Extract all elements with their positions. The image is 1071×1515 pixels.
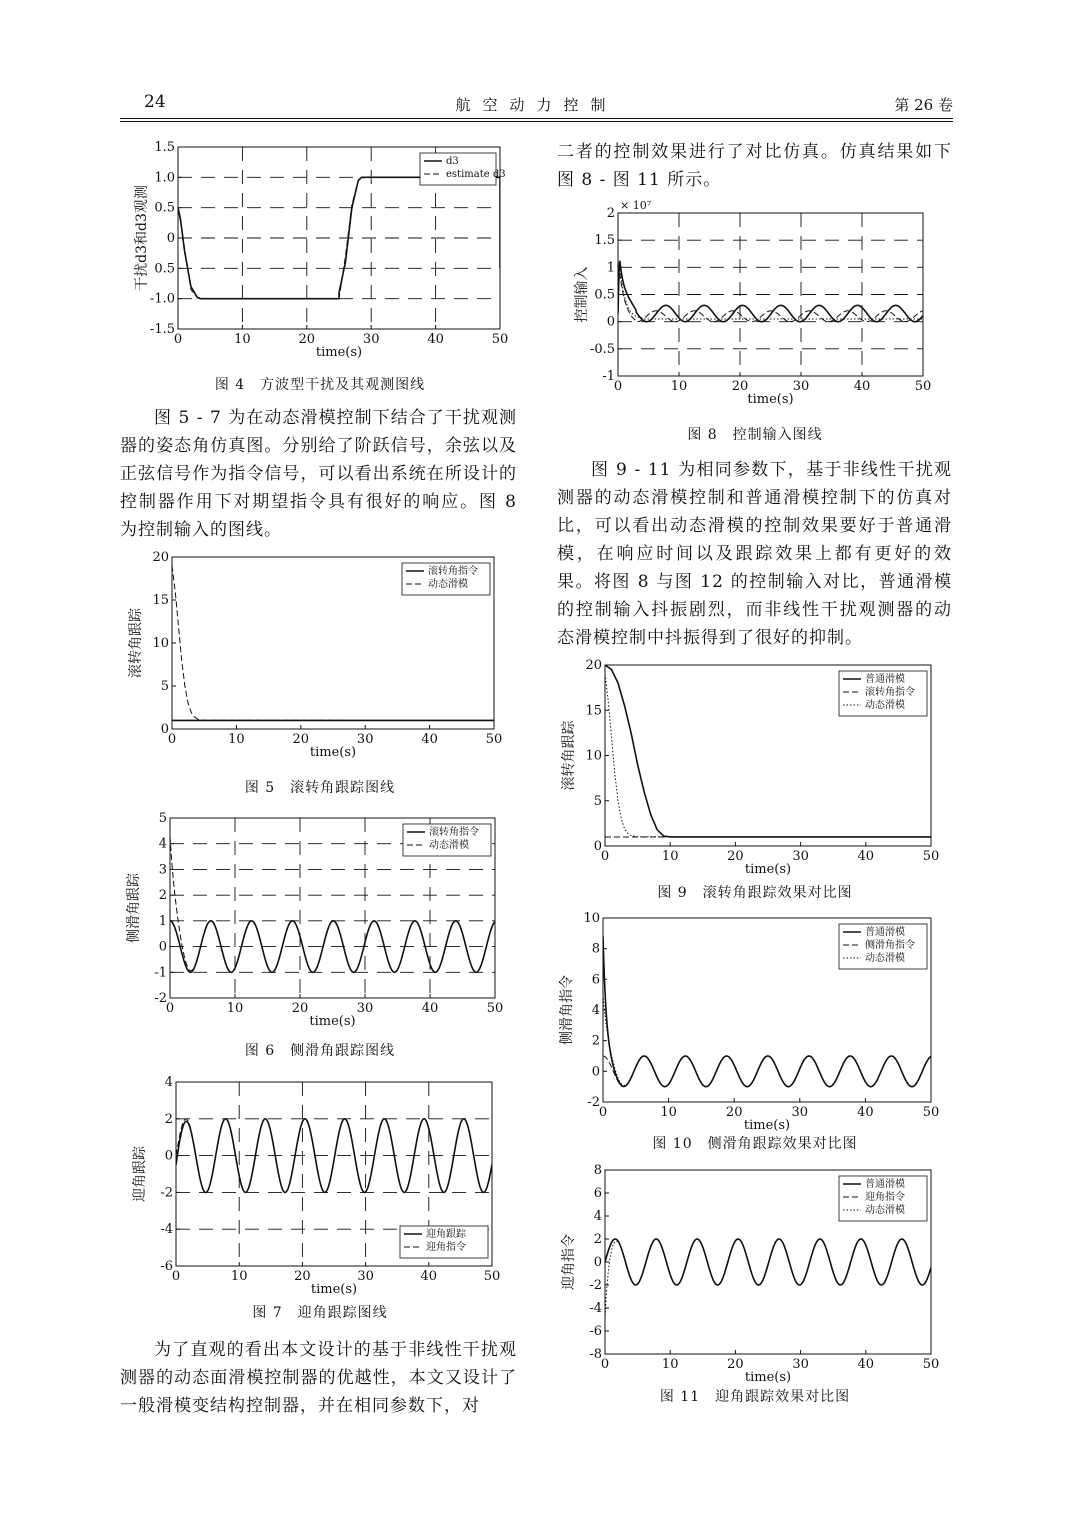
x-tick-label: 50 bbox=[922, 1357, 940, 1372]
y-axis-label: 干扰d3和d3观测 bbox=[134, 185, 150, 291]
y-axis-label: 滚转角跟踪 bbox=[561, 720, 577, 791]
x-tick-label: 40 bbox=[857, 1105, 874, 1120]
x-axis-label: time(s) bbox=[310, 1282, 358, 1297]
x-tick-label: 30 bbox=[356, 732, 374, 747]
figure-8-caption: 图 8 控制输入图线 bbox=[687, 427, 823, 443]
y-tick-label: 8 bbox=[593, 1163, 602, 1178]
x-tick-label: 10 bbox=[661, 849, 679, 864]
y-tick-label: 4 bbox=[164, 1075, 173, 1090]
y-tick-label: 0.5 bbox=[154, 261, 175, 277]
y-tick-label: 15 bbox=[585, 703, 602, 719]
series-line bbox=[605, 1239, 931, 1320]
y-axis-label: 滚转角跟踪 bbox=[128, 608, 144, 678]
x-axis-label: time(s) bbox=[309, 1014, 356, 1029]
legend-label: 动态滑模 bbox=[429, 840, 469, 851]
figure-11-chart bbox=[555, 1162, 955, 1384]
axis-multiplier: × 10⁷ bbox=[620, 199, 652, 212]
figure-4-caption: 图 4 方波型干扰及其观测图线 bbox=[214, 377, 426, 393]
x-tick-label: 10 bbox=[670, 379, 688, 394]
page-number: 24 bbox=[144, 92, 166, 112]
x-tick-label: 20 bbox=[291, 1001, 309, 1016]
y-tick-label: 0 bbox=[593, 839, 602, 854]
x-tick-label: 20 bbox=[292, 732, 310, 747]
y-tick-label: 6 bbox=[593, 1186, 602, 1201]
y-tick-label: -1 bbox=[154, 965, 167, 981]
y-tick-label: 1.0 bbox=[154, 170, 175, 186]
x-tick-label: 20 bbox=[294, 1269, 311, 1284]
x-tick-label: 40 bbox=[853, 379, 871, 394]
series-line bbox=[603, 995, 931, 1087]
x-tick-label: 20 bbox=[731, 379, 749, 394]
right-paragraph-1: 二者的控制效果进行了对比仿真。仿真结果如下图 8 - 图 11 所示。 bbox=[557, 142, 952, 190]
x-tick-label: 40 bbox=[420, 1269, 438, 1284]
x-axis-label: time(s) bbox=[744, 862, 792, 877]
running-header bbox=[120, 92, 953, 118]
x-tick-label: 10 bbox=[230, 1269, 248, 1284]
legend-label: 动态滑模 bbox=[865, 700, 905, 711]
y-tick-label: 20 bbox=[585, 658, 602, 673]
x-tick-label: 30 bbox=[792, 1357, 809, 1372]
legend-label: 普通滑模 bbox=[865, 674, 905, 685]
x-tick-label: 20 bbox=[727, 849, 744, 864]
y-tick-label: 6 bbox=[591, 972, 600, 988]
y-tick-label: -1.0 bbox=[149, 291, 175, 307]
y-tick-label: 15 bbox=[152, 593, 169, 608]
x-tick-label: 40 bbox=[857, 1357, 875, 1372]
y-axis-label: 控制输入 bbox=[574, 266, 590, 323]
x-tick-label: 40 bbox=[421, 1001, 439, 1016]
x-tick-label: 0 bbox=[171, 1269, 181, 1284]
y-tick-label: 3 bbox=[158, 862, 167, 878]
y-tick-label: 10 bbox=[585, 748, 602, 764]
y-tick-label: -1 bbox=[602, 369, 615, 384]
y-tick-label: 2 bbox=[591, 1033, 600, 1049]
y-tick-label: 2 bbox=[164, 1111, 173, 1127]
x-tick-label: 50 bbox=[914, 379, 932, 394]
y-tick-label: -6 bbox=[160, 1259, 173, 1274]
x-axis-label: time(s) bbox=[747, 392, 794, 407]
y-tick-label: 2 bbox=[593, 1232, 602, 1247]
header-rule bbox=[120, 118, 953, 119]
legend-label: 滚转角指令 bbox=[428, 566, 478, 577]
y-tick-label: 0 bbox=[593, 1255, 602, 1270]
y-tick-label: 8 bbox=[591, 941, 600, 957]
legend-label: 动态滑模 bbox=[865, 1205, 905, 1216]
x-tick-label: 50 bbox=[922, 1105, 940, 1120]
x-tick-label: 50 bbox=[922, 849, 940, 864]
legend-label: 动态滑模 bbox=[428, 579, 468, 590]
figure-10-caption: 图 10 侧滑角跟踪效果对比图 bbox=[652, 1136, 858, 1152]
x-tick-label: 40 bbox=[857, 849, 875, 864]
x-tick-label: 0 bbox=[598, 1105, 608, 1120]
legend-label: 动态滑模 bbox=[865, 953, 905, 964]
legend-label: 迎角指令 bbox=[865, 1192, 905, 1203]
x-tick-label: 50 bbox=[485, 732, 503, 747]
x-axis-label: time(s) bbox=[309, 745, 357, 760]
x-tick-label: 0 bbox=[600, 1357, 610, 1372]
y-tick-label: 4 bbox=[591, 1003, 600, 1018]
y-tick-label: 5 bbox=[593, 793, 602, 809]
x-tick-label: 30 bbox=[792, 379, 810, 394]
x-tick-label: 30 bbox=[357, 1269, 374, 1284]
x-tick-label: 30 bbox=[792, 849, 809, 864]
journal-title: 航空动力控制 bbox=[455, 96, 618, 114]
figure-6-chart bbox=[120, 810, 520, 1035]
x-axis-label: time(s) bbox=[315, 345, 363, 360]
y-tick-label: 0 bbox=[591, 1064, 600, 1080]
y-tick-label: -2 bbox=[154, 991, 167, 1006]
x-tick-label: 0 bbox=[613, 379, 623, 394]
x-tick-label: 20 bbox=[725, 1105, 743, 1120]
series-line bbox=[170, 836, 495, 972]
left-paragraph-1: 图 5 - 7 为在动态滑模控制下结合了干扰观测器的姿态角仿真图。分别给了阶跃信号，余弦以及正弦信号作为指令信号，可以看出系统在所设计的控制器作用下对期望指令具有很好的响应。图 8 为控制输入的图线。 bbox=[120, 408, 517, 540]
x-tick-label: 30 bbox=[791, 1105, 809, 1120]
x-tick-label: 0 bbox=[165, 1001, 175, 1016]
header-rule-thin bbox=[120, 121, 953, 122]
y-axis-label: 侧滑角指令 bbox=[559, 975, 575, 1045]
legend-label: 普通滑模 bbox=[865, 1179, 905, 1190]
x-tick-label: 10 bbox=[234, 332, 251, 347]
x-tick-label: 20 bbox=[727, 1357, 744, 1372]
y-tick-label: 1 bbox=[158, 913, 167, 929]
x-tick-label: 20 bbox=[298, 332, 316, 347]
x-tick-label: 50 bbox=[486, 1001, 504, 1016]
x-tick-label: 50 bbox=[483, 1269, 501, 1284]
figure-8-chart bbox=[555, 198, 955, 418]
y-tick-label: 4 bbox=[593, 1209, 602, 1224]
y-tick-label: -0.5 bbox=[589, 341, 615, 357]
volume-label: 第 26 卷 bbox=[894, 96, 953, 114]
y-tick-label: -1.5 bbox=[149, 322, 175, 337]
y-tick-label: 20 bbox=[152, 550, 169, 565]
y-tick-label: 2 bbox=[606, 206, 615, 221]
figure-11-caption: 图 11 迎角跟踪效果对比图 bbox=[659, 1389, 851, 1405]
x-tick-label: 0 bbox=[167, 732, 177, 747]
x-tick-label: 10 bbox=[226, 1001, 244, 1016]
y-tick-label: 10 bbox=[152, 636, 169, 651]
x-tick-label: 40 bbox=[421, 732, 438, 747]
figure-5-chart bbox=[120, 545, 520, 770]
y-tick-label: 0 bbox=[160, 722, 169, 737]
figure-4-chart bbox=[120, 135, 520, 365]
y-tick-label: 1 bbox=[606, 260, 615, 276]
legend-label: 迎角跟踪 bbox=[426, 1229, 466, 1240]
y-tick-label: -6 bbox=[589, 1324, 602, 1339]
y-tick-label: 0.5 bbox=[154, 200, 175, 216]
y-tick-label: -2 bbox=[587, 1095, 600, 1110]
figure-7-chart bbox=[120, 1072, 520, 1297]
y-tick-label: -2 bbox=[589, 1278, 602, 1293]
legend-label: estimate d3 bbox=[446, 169, 506, 180]
series-line bbox=[605, 1239, 931, 1285]
y-tick-label: 1.5 bbox=[154, 140, 175, 155]
x-tick-label: 50 bbox=[491, 332, 509, 347]
x-tick-label: 10 bbox=[228, 732, 245, 747]
y-tick-label: 4 bbox=[158, 836, 167, 852]
x-tick-label: 0 bbox=[173, 332, 183, 347]
x-tick-label: 30 bbox=[356, 1001, 374, 1016]
y-tick-label: 2 bbox=[158, 888, 167, 904]
legend-label: 普通滑模 bbox=[865, 927, 905, 938]
figure-9-caption: 图 9 滚转角跟踪效果对比图 bbox=[657, 885, 853, 901]
x-tick-label: 0 bbox=[600, 849, 610, 864]
figure-5-caption: 图 5 滚转角跟踪图线 bbox=[244, 780, 396, 796]
x-tick-label: 30 bbox=[362, 332, 380, 347]
y-tick-label: 0 bbox=[164, 1148, 173, 1164]
left-paragraph-2: 为了直观的看出本文设计的基于非线性干扰观测器的动态面滑模控制器的优越性，本文又设计了一般滑模变结构控制器，并在相同参数下，对 bbox=[120, 1340, 517, 1416]
legend-label: 迎角指令 bbox=[426, 1242, 466, 1253]
x-tick-label: 10 bbox=[660, 1105, 677, 1120]
y-tick-label: 1.5 bbox=[594, 233, 615, 249]
y-tick-label: -8 bbox=[589, 1347, 602, 1362]
y-tick-label: -2 bbox=[160, 1185, 173, 1201]
legend-label: d3 bbox=[446, 156, 459, 167]
y-tick-label: 0.5 bbox=[594, 287, 615, 303]
figure-6-caption: 图 6 侧滑角跟踪图线 bbox=[244, 1043, 396, 1059]
y-tick-label: 10 bbox=[583, 911, 600, 926]
y-tick-label: 0 bbox=[166, 231, 175, 246]
y-axis-label: 侧滑角跟踪 bbox=[126, 873, 142, 943]
y-tick-label: 5 bbox=[160, 679, 169, 694]
y-axis-label: 迎角指令 bbox=[561, 1234, 577, 1290]
x-axis-label: time(s) bbox=[744, 1370, 792, 1385]
figure-10-chart bbox=[555, 908, 955, 1133]
x-tick-label: 40 bbox=[427, 332, 444, 347]
x-axis-label: time(s) bbox=[743, 1118, 791, 1133]
legend-label: 滚转角指令 bbox=[429, 827, 479, 838]
y-tick-label: 5 bbox=[158, 811, 167, 826]
figure-7-caption: 图 7 迎角跟踪图线 bbox=[252, 1305, 388, 1321]
series-line bbox=[618, 261, 923, 322]
figure-9-chart bbox=[555, 655, 955, 877]
y-tick-label: -4 bbox=[589, 1301, 602, 1316]
y-tick-label: 0 bbox=[606, 314, 615, 330]
right-paragraph-2: 图 9 - 11 为相同参数下，基于非线性干扰观测器的动态滑模控制和普通滑模控制下的仿真对比，可以看出动态滑模的控制效果要好于普通滑模，在响应时间以及跟踪效果上都有更好的效果。将图 8 与图 12 的控制输入对比，普通滑模的控制输入抖振剧烈，而非线性干扰观测器的动态滑模控制中抖振得到了很好的抑制。 bbox=[557, 460, 952, 648]
x-tick-label: 10 bbox=[661, 1357, 679, 1372]
legend-label: 侧滑角指令 bbox=[865, 940, 915, 951]
legend-label: 滚转角指令 bbox=[865, 687, 915, 698]
y-tick-label: -4 bbox=[160, 1222, 173, 1238]
y-tick-label: 0 bbox=[158, 939, 167, 955]
y-axis-label: 迎角跟踪 bbox=[132, 1146, 148, 1202]
